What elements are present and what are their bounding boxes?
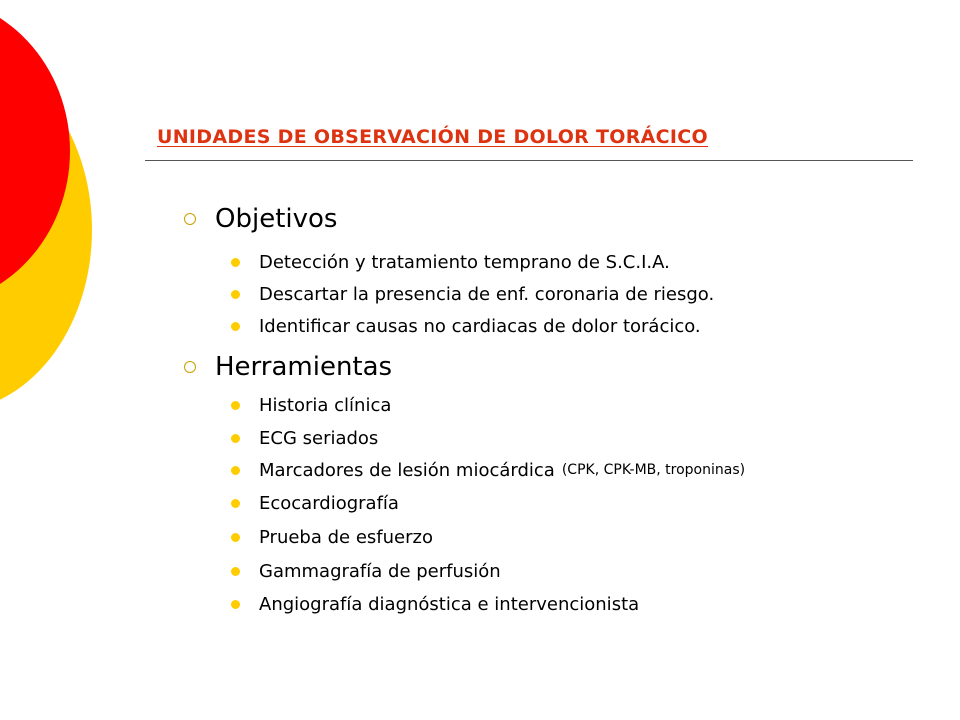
list-item xyxy=(231,524,433,550)
list-item xyxy=(231,249,670,275)
ring-bullet-icon xyxy=(184,361,196,373)
list-item-text: Angiografía diagnóstica e intervencionista xyxy=(259,593,640,615)
section-heading-text: Objetivos xyxy=(215,204,338,234)
list-item-note: (CPK, CPK-MB, troponinas) xyxy=(561,462,746,478)
dot-bullet-icon xyxy=(231,533,240,542)
list-item xyxy=(231,591,639,617)
list-item xyxy=(231,281,714,307)
dot-bullet-icon xyxy=(231,290,240,299)
list-item-text: Detección y tratamiento temprano de S.C.I.A. xyxy=(259,251,670,273)
section-heading-objetivos xyxy=(184,202,337,236)
dot-bullet-icon xyxy=(231,600,240,609)
list-item-text: Prueba de esfuerzo xyxy=(259,526,433,548)
list-item xyxy=(231,392,391,418)
list-item xyxy=(231,313,701,339)
section-heading-herramientas xyxy=(184,350,392,384)
list-item-text: Historia clínica xyxy=(259,394,392,416)
dot-bullet-icon xyxy=(231,322,240,331)
list-item-text: Ecocardiografía xyxy=(259,492,399,514)
ring-bullet-icon xyxy=(184,213,196,225)
slide-title: UNIDADES DE OBSERVACIÓN DE DOLOR TORÁCICO xyxy=(157,126,708,148)
list-item xyxy=(231,558,501,584)
list-item-text: ECG seriados xyxy=(259,427,379,449)
title-divider xyxy=(145,160,913,161)
list-item xyxy=(231,457,745,483)
list-item-text: Identificar causas no cardiacas de dolor torácico. xyxy=(259,315,701,337)
list-item-text: Gammagrafía de perfusión xyxy=(259,560,501,582)
dot-bullet-icon xyxy=(231,466,240,475)
dot-bullet-icon xyxy=(231,567,240,576)
dot-bullet-icon xyxy=(231,401,240,410)
dot-bullet-icon xyxy=(231,499,240,508)
dot-bullet-icon xyxy=(231,434,240,443)
list-item-text: Marcadores de lesión miocárdica xyxy=(259,459,555,481)
section-heading-text: Herramientas xyxy=(215,352,393,382)
dot-bullet-icon xyxy=(231,258,240,267)
list-item-text: Descartar la presencia de enf. coronaria de riesgo. xyxy=(259,283,715,305)
list-item xyxy=(231,425,378,451)
list-item xyxy=(231,490,399,516)
